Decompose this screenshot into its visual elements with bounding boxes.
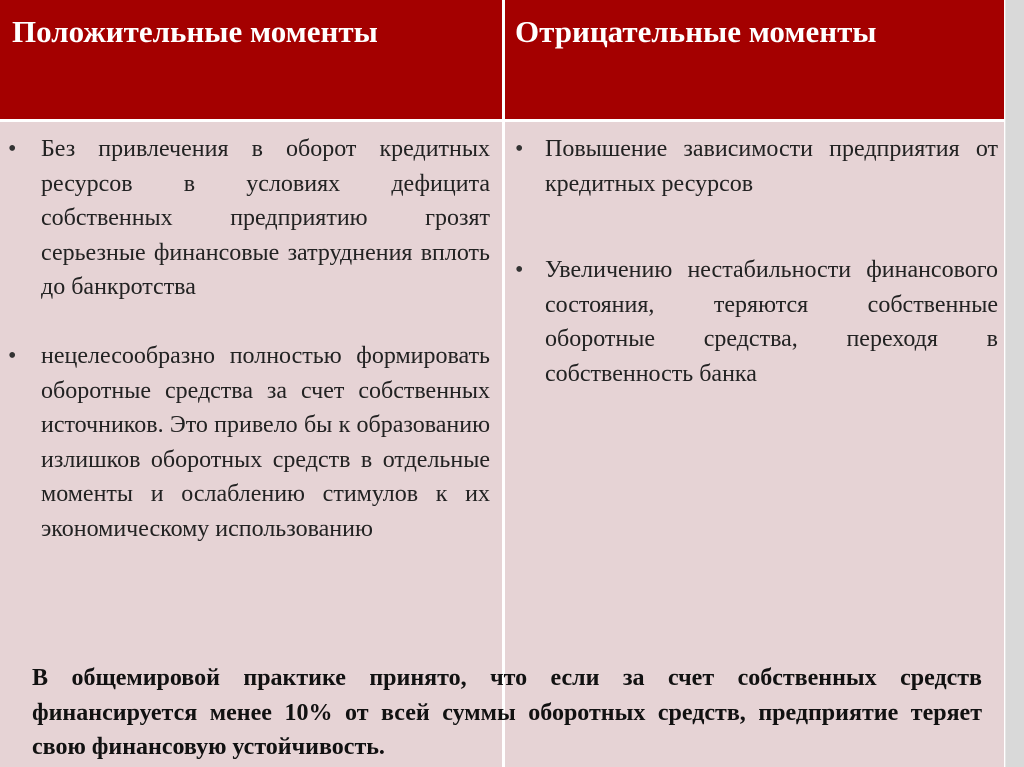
edge-strip xyxy=(1005,0,1024,767)
list-item xyxy=(505,253,1004,391)
list-item xyxy=(505,132,1004,201)
list-item xyxy=(0,132,502,305)
header-negative xyxy=(502,0,1004,119)
header-positive xyxy=(0,0,502,119)
list-item-text: Без привлечения в оборот кредитных ресурсов в условиях дефицита собственных предприятию грозят серьезные финансовые затруднения вплоть до банкротства xyxy=(41,136,490,301)
conclusion-text: В общемировой практике принято, что если за счет собственных средств финансируется менее 10% от всей суммы оборотных средств, предприятие теряет свою финансовую устойчивость. xyxy=(32,665,982,760)
list-item-text: нецелесообразно полностью формировать оборотные средства за счет собственных источников. Это привело бы к образованию излишков оборотных средств в отдельные моменты и ослаблению стимулов к их экономическому использованию xyxy=(41,342,490,542)
negative-list xyxy=(505,132,1004,392)
header-positive-title: Положительные моменты xyxy=(12,14,378,49)
bullet-icon: • xyxy=(515,257,524,284)
list-item-text: Повышение зависимости предприятия от кредитных ресурсов xyxy=(545,136,998,197)
bullet-icon: • xyxy=(8,136,17,162)
bullet-icon: • xyxy=(8,342,17,369)
header-negative-title: Отрицательные моменты xyxy=(515,14,877,49)
list-item-text: Увеличению нестабильности финансового состояния, теряются собственные оборотные средства, переходя в собственность банка xyxy=(545,257,998,387)
list-item xyxy=(0,339,502,547)
positive-list xyxy=(0,132,502,547)
bullet-icon: • xyxy=(515,136,524,162)
